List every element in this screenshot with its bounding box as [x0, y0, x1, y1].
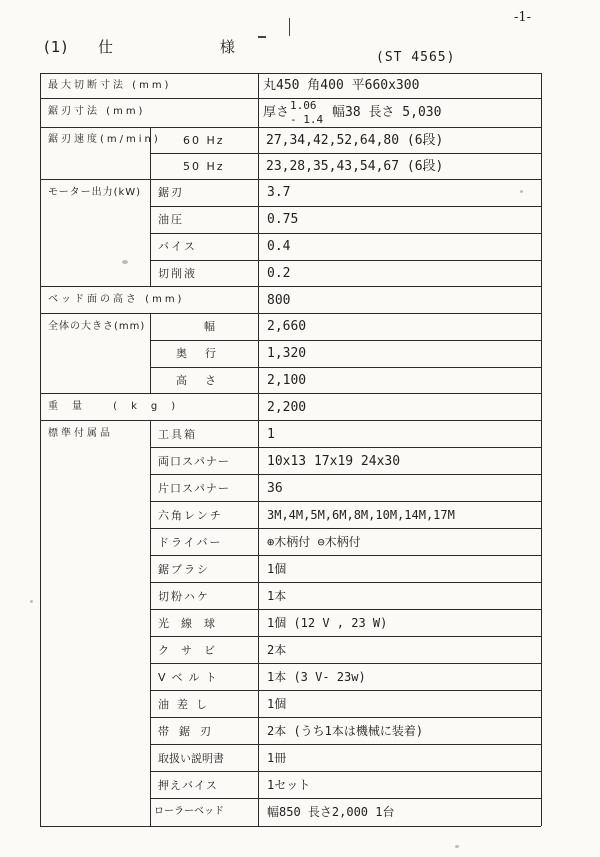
accessory-value: 1個: [267, 697, 287, 711]
accessory-value: 1本 (3 V- 23w): [267, 670, 366, 684]
motor-item-value: 0.2: [267, 266, 291, 281]
accessory-value: 2本 (うち1本は機械に装着): [267, 724, 424, 738]
bed-height-value: 800: [267, 293, 291, 308]
accessories-label: 標準付属品: [48, 428, 113, 439]
blade-speed-label: 鋸刃速度(m/min): [48, 134, 161, 145]
blade-thickness-prefix: 厚さ: [263, 105, 290, 120]
accessory-value: 1個 (12 V , 23 W): [267, 616, 388, 630]
motor-output-label: モーター出力(kW): [48, 187, 142, 198]
size-item-name: 奥行: [176, 347, 234, 360]
scan-speck: [30, 600, 33, 603]
speed-50hz-value: 23,28,35,43,54,67 (6段): [266, 159, 444, 174]
bed-height-label: ベッド面の高さ (mm): [48, 294, 185, 305]
motor-item-name: 切削液: [158, 267, 197, 280]
accessory-value: 1セット: [267, 778, 311, 792]
accessory-value: 1: [267, 427, 275, 442]
size-item-value: 1,320: [267, 346, 307, 361]
accessory-name: 工具箱: [158, 428, 197, 441]
accessory-value: 10x13 17x19 24x30: [267, 454, 401, 469]
section-title: [44, 36, 236, 57]
accessory-name: ドライバー: [158, 536, 223, 549]
accessory-name: 両口スパナー: [158, 455, 230, 468]
motor-item-name: 油圧: [158, 213, 184, 226]
accessory-value: 2本: [267, 643, 287, 657]
accessory-value: 1冊: [267, 751, 287, 765]
accessory-name: 帯鋸刃: [158, 725, 221, 738]
accessory-name: 取扱い説明書: [158, 752, 224, 765]
accessory-name: 鋸ブラシ: [158, 563, 210, 576]
accessory-value: ⊕木柄付 ⊖木柄付: [267, 535, 361, 549]
section-number: (1): [44, 38, 69, 56]
scan-speck: [122, 260, 128, 264]
accessory-name: Vベルト: [158, 671, 223, 684]
accessory-name: クサビ: [158, 644, 227, 657]
size-item-value: 2,100: [267, 373, 307, 388]
cut-size-value: 丸450 角400 平660x300: [263, 78, 420, 93]
motor-item-name: 鋸刃: [158, 186, 184, 199]
scan-speck: [520, 190, 523, 193]
overall-size-label: 全体の大きさ(mm): [48, 321, 146, 332]
motor-item-value: 0.75: [267, 212, 299, 227]
accessory-name: 六角レンチ: [158, 509, 223, 522]
scan-mark: [258, 36, 266, 38]
accessory-value: 1本: [267, 589, 287, 603]
motor-item-value: 0.4: [267, 239, 291, 254]
scan-speck: [455, 845, 459, 848]
section-title-2: 様: [219, 38, 236, 56]
size-item-name: 幅: [204, 320, 217, 333]
accessory-name: 切粉ハケ: [158, 590, 210, 603]
section-title-1: 仕: [98, 38, 115, 56]
motor-item-value: 3.7: [267, 185, 291, 200]
speed-60hz-label: 60 Hz: [183, 134, 225, 147]
weight-value: 2,200: [267, 400, 307, 415]
blade-thickness-upper: 1.06: [290, 99, 317, 112]
speed-50hz-label: 50 Hz: [183, 160, 225, 173]
size-item-name: 高さ: [176, 374, 234, 387]
page-number: -1-: [514, 10, 532, 25]
motor-item-name: バイス: [158, 240, 197, 253]
blade-size-label: 鋸刃寸法 (mm): [48, 106, 146, 117]
accessory-name: 油差し: [158, 698, 215, 711]
model-number: (ST 4565): [376, 50, 456, 65]
accessory-value: 3M,4M,5M,6M,8M,10M,14M,17M: [267, 508, 455, 522]
accessory-value: 1個: [267, 562, 287, 576]
blade-width-length: 幅38 長さ 5,030: [332, 105, 442, 120]
blade-thickness-lower: - 1.4: [290, 113, 324, 126]
weight-label: 重量 (kg): [48, 401, 190, 412]
accessory-name: 押えバイス: [158, 779, 218, 792]
accessory-name: 片口スパナー: [158, 482, 230, 495]
spec-table: [40, 73, 541, 826]
cut-size-label: 最大切断寸法 (mm): [48, 80, 172, 91]
scan-mark: [289, 18, 290, 36]
accessory-value: 幅850 長さ2,000 1台: [267, 805, 395, 819]
accessory-name: 光線球: [158, 617, 227, 630]
speed-60hz-value: 27,34,42,52,64,80 (6段): [266, 133, 444, 148]
accessory-value: 36: [267, 481, 283, 496]
accessory-name: ローラーベッド: [154, 806, 224, 817]
size-item-value: 2,660: [267, 319, 307, 334]
